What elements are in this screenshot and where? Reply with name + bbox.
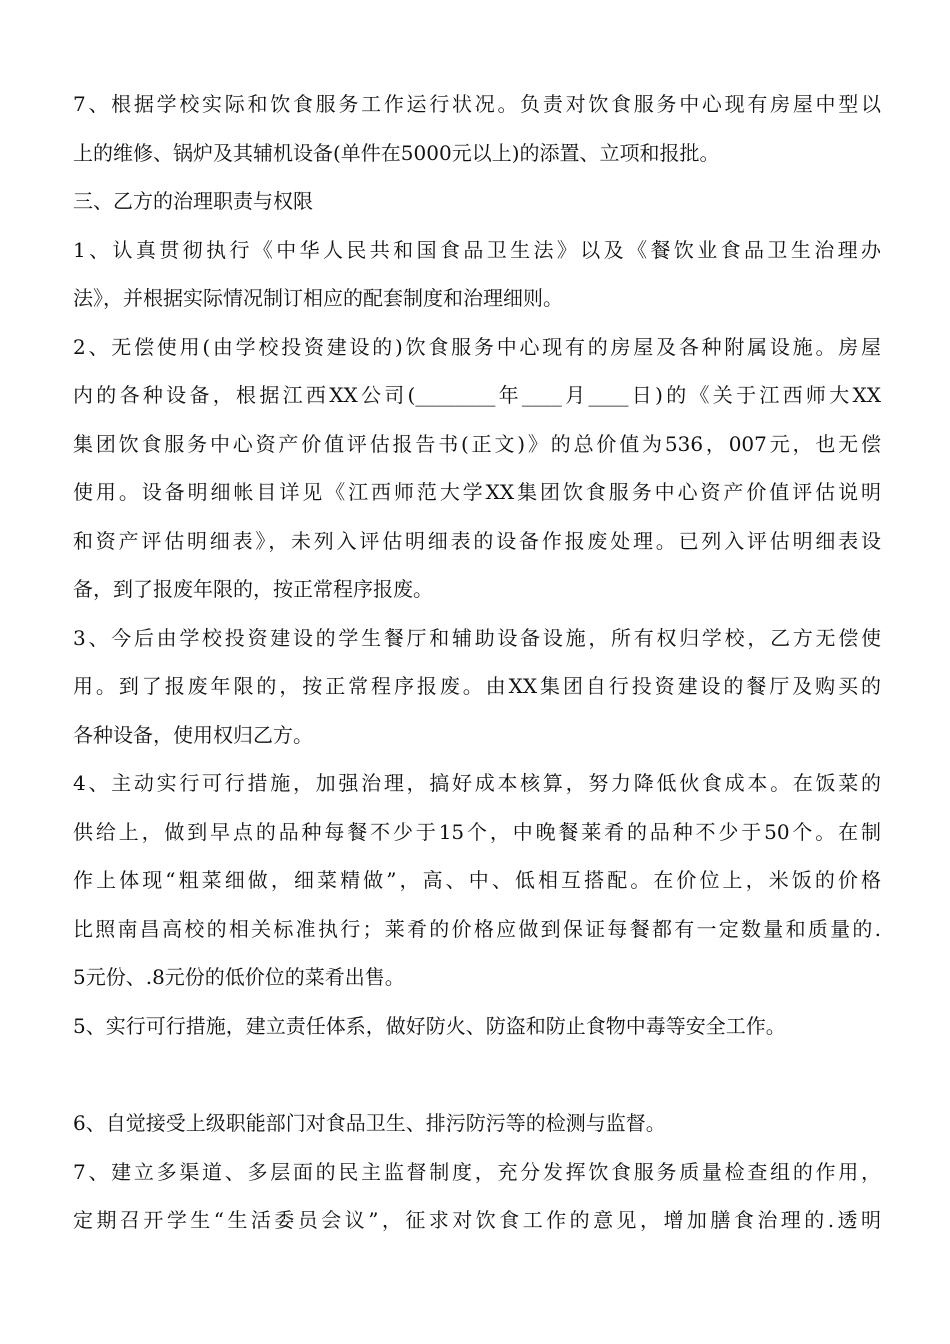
text-line: 6、自觉接受上级职能部门对食品卫生、排污防污等的检测与监督。 [73,1111,666,1135]
section-heading: 三、乙方的治理职责与权限 [73,189,313,213]
text-line: 定期召开学生“生活委员会议”，征求对饮食工作的意见，增加膳食治理的.透明 [73,1208,881,1232]
text-line: 集团饮食服务中心资产价值评估报告书(正文)》的总价值为536，007元，也无偿 [73,431,881,456]
text-line: 各种设备，使用权归乙方。 [73,722,313,747]
text-line: 2、无偿使用(由学校投资建设的)饮食服务中心现有的房屋及各种附属设施。房屋 [73,334,881,359]
text-line: 作上体现“粗菜细做，细菜精做”，高、中、低相互搭配。在价位上，米饭的价格 [73,868,881,892]
text-line: 使用。设备明细帐目详见《江西师范大学XX集团饮食服务中心资产价值评估说明 [73,480,881,504]
text-line: 1、认真贯彻执行《中华人民共和国食品卫生法》以及《餐饮业食品卫生治理办 [73,237,881,262]
text-line: 上的维修、锅炉及其辅机设备(单件在5000元以上)的添置、立项和报批。 [73,140,720,165]
text-line: 备，到了报废年限的，按正常程序报废。 [73,577,433,601]
text-line: 5、实行可行措施，建立责任体系，做好防火、防盗和防止食物中毒等安全工作。 [73,1013,786,1038]
text-line: 和资产评估明细表》，未列入评估明细表的设备作报废处理。已列入评估明细表设 [73,528,881,553]
text-line: 7、建立多渠道、多层面的民主监督制度，充分发挥饮食服务质量检查组的作用， [73,1159,881,1184]
text-line: 7、根据学校实际和饮食服务工作运行状况。负责对饮食服务中心现有房屋中型以 [73,92,881,116]
text-line: 内的各种设备，根据江西XX公司(________年____月____日)的《关于江西师大XX [73,383,881,407]
text-line: 3、今后由学校投资建设的学生餐厅和辅助设备设施，所有权归学校，乙方无偿使 [73,625,881,650]
text-line: 4、主动实行可行措施，加强治理，搞好成本核算，努力降低伙食成本。在饭菜的 [73,771,881,795]
blank-line [73,1050,881,1099]
text-line: 比照南昌高校的相关标准执行；莱肴的价格应做到保证每餐都有一定数量和质量的. [73,916,881,941]
document-page [73,80,881,1245]
text-line: 供给上，做到早点的品种每餐不少于15个，中晚餐莱肴的品种不少于50个。在制 [73,819,881,844]
text-line: 法》，并根据实际情况制订相应的配套制度和治理细则。 [73,286,563,310]
text-line: 用。到了报废年限的，按正常程序报废。由XX集团自行投资建设的餐厅及购买的 [73,674,881,698]
text-line: 5元份、.8元份的低价位的菜肴出售。 [73,965,405,989]
